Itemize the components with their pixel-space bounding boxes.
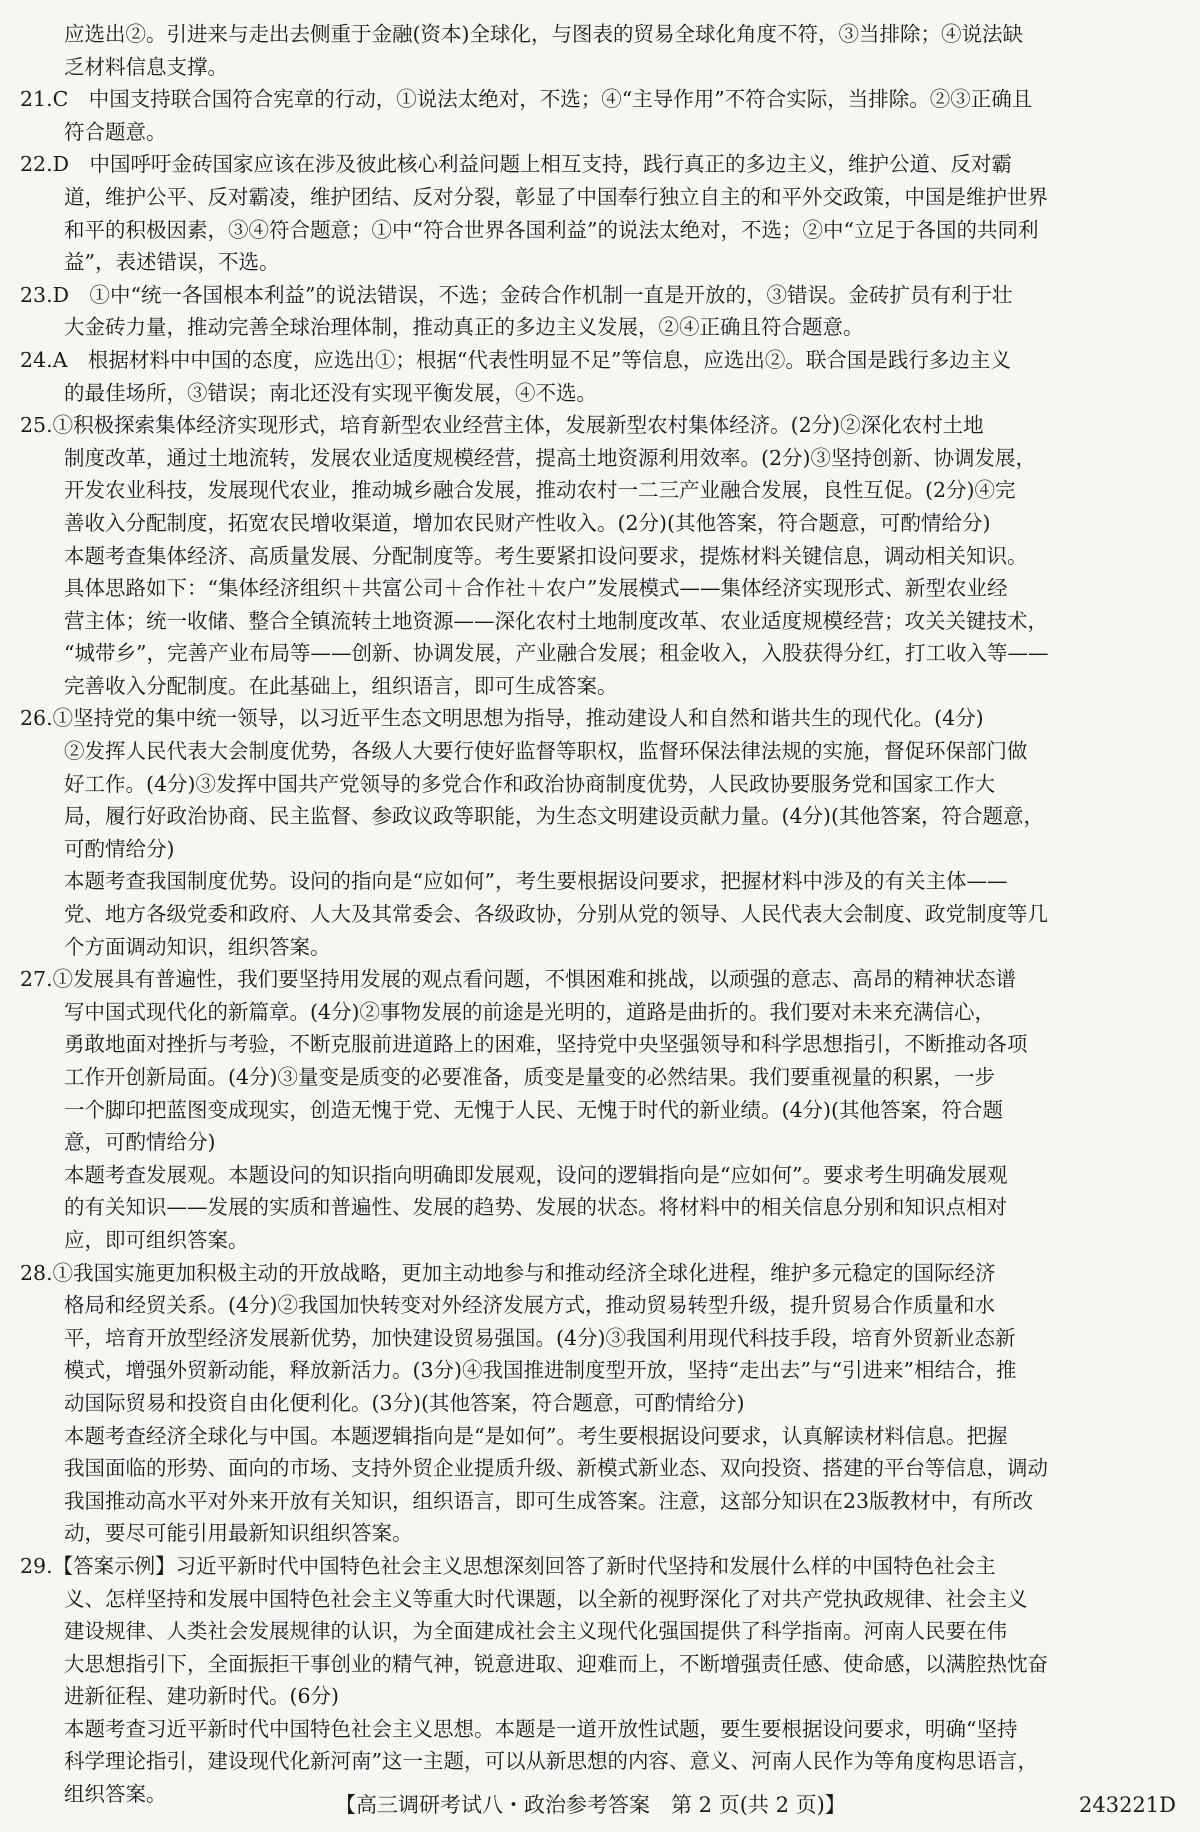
text-line: 的最佳场所，③错误；南北还没有实现平衡发展，④不选。 xyxy=(64,380,597,405)
text-line: 一个脚印把蓝图变成现实，创造无愧于党、无愧于人民、无愧于时代的新业绩。(4分)(其他答案，符合题 xyxy=(64,1097,1004,1122)
text-line: 营主体；统一收储、整合全镇流转土地资源——深化农村土地制度改革、农业适度规模经营；攻关关键技术， xyxy=(64,608,1048,633)
text-line: 本题考查我国制度优势。设问的指向是“应如何”，考生要根据设问要求，把握材料中涉及的有关主体—— xyxy=(64,869,1008,894)
text-line: 模式，增强外贸新动能，释放新活力。(3分)④我国推进制度型开放，坚持“走出去”与“引进来”相结合，推 xyxy=(64,1358,1017,1383)
text-line: 局，履行好政治协商、民主监督、参政议政等职能，为生态文明建设贡献力量。(4分)(其他答案，符合题意， xyxy=(64,804,1045,829)
answer-26-line: 26.①坚持党的集中统一领导，以习近平生态文明思想为指导，推动建设人和自然和谐共生的现代化。(4分) xyxy=(20,706,984,731)
text-line: 格局和经贸关系。(4分)②我国加快转变对外经济发展方式，推动贸易转型升级，提升贸易合作质量和水 xyxy=(64,1293,996,1318)
text-line: 本题考查习近平新时代中国特色社会主义思想。本题是一道开放性试题，要生要根据设问要求，明确“坚持 xyxy=(64,1716,1018,1741)
text-line: 我国推动高水平对外来开放有关知识，组织语言，即可生成答案。注意，这部分知识在23版教材中，有所改 xyxy=(64,1488,1034,1513)
text-line: 符合题意。 xyxy=(64,119,167,144)
text-line: 好工作。(4分)③发挥中国共产党领导的多党合作和政治协商制度优势，人民政协要服务党和国家工作大 xyxy=(64,771,996,796)
text-line: 制度改革，通过土地流转，发展农业适度规模经营，提高土地资源利用效率。(2分)③坚持创新、协调发展， xyxy=(64,445,1037,470)
text-line: 善收入分配制度，拓宽农民增收渠道，增加农民财产性收入。(2分)(其他答案，符合题意，可酌情给分) xyxy=(64,510,991,535)
text-line: ②发挥人民代表大会制度优势，各级人大要行使好监督等职权，监督环保法律法规的实施，督促环保部门做 xyxy=(64,739,1028,764)
text-line: 本题考查集体经济、高质量发展、分配制度等。考生要紧扣设问要求，提炼材料关键信息，调动相关知识。 xyxy=(64,543,1028,568)
text-line: 义、怎样坚持和发展中国特色社会主义等重大时代课题，以全新的视野深化了对共产党执政规律、社会主义 xyxy=(64,1586,1028,1611)
text-line: 开发农业科技，发展现代农业，推动城乡融合发展，推动农村一二三产业融合发展，良性互促。(2分)④完 xyxy=(64,478,1016,503)
text-line: 道，维护公平、反对霸凌，维护团结、反对分裂，彰显了中国奉行独立自主的和平外交政策，中国是维护世界 xyxy=(64,184,1048,209)
text-line: 平，培育开放型经济发展新优势，加快建设贸易强国。(4分)③我国利用现代科技手段，培育外贸新业态新 xyxy=(64,1325,1016,1350)
answer-28-line: 28.①我国实施更加积极主动的开放战略，更加主动地参与和推动经济全球化进程，维护多元稳定的国际经济 xyxy=(20,1260,996,1285)
text-line: 完善收入分配制度。在此基础上，组织语言，即可生成答案。 xyxy=(64,673,618,698)
text-line: 个方面调动知识，组织答案。 xyxy=(64,934,331,959)
text-line: 大金砖力量，推动完善全球治理体制，推动真正的多边主义发展，②④正确且符合题意。 xyxy=(64,315,864,340)
page-footer xyxy=(0,1788,1200,1822)
text-line: 本题考查经济全球化与中国。本题逻辑指向是“是如何”。考生要根据设问要求，认真解读材料信息。把握 xyxy=(64,1423,1008,1448)
answer-21-line: 21.C 中国支持联合国符合宪章的行动，①说法太绝对，不选；④“主导作用”不符合实际，当排除。②③正确且 xyxy=(20,87,1033,112)
text-line: 动，要尽可能引用最新知识组织答案。 xyxy=(64,1521,413,1546)
answer-text xyxy=(20,18,1180,1811)
text-line: 可酌情给分) xyxy=(64,836,175,861)
text-line: 组织答案。 xyxy=(64,1782,167,1807)
answer-25-line: 25.①积极探索集体经济实现形式，培育新型农业经营主体，发展新型农村集体经济。(2分)②深化农村土地 xyxy=(20,413,984,438)
text-line: 工作开创新局面。(4分)③量变是质变的必要准备，质变是量变的必然结果。我们要重视量的积累，一步 xyxy=(64,1065,996,1089)
document-code: 243221D xyxy=(1078,1793,1176,1817)
text-line: 我国面临的形势、面向的市场、支持外贸企业提质升级、新模式新业态、双向投资、搭建的平台等信息，调动 xyxy=(64,1456,1048,1481)
answer-27-line: 27.①发展具有普遍性，我们要坚持用发展的观点看问题，不惧困难和挑战，以顽强的意志、高昂的精神状态谱 xyxy=(20,967,1017,992)
text-line: 意，可酌情给分) xyxy=(64,1130,216,1155)
answer-22-line: 22.D 中国呼吁金砖国家应该在涉及彼此核心利益问题上相互支持，践行真正的多边主义，维护公道、反对霸 xyxy=(20,152,1013,177)
text-line: 的有关知识——发展的实质和普遍性、发展的趋势、发展的状态。将材料中的相关信息分别和知识点相对 xyxy=(64,1195,1007,1220)
answer-29-line: 29.【答案示例】习近平新时代中国特色社会主义思想深刻回答了新时代坚持和发展什么样的中国特色社会主 xyxy=(20,1553,996,1578)
text-line: “城带乡”，完善产业布局等——创新、协调发展，产业融合发展；租金收入，入股获得分红，打工收入等—— xyxy=(64,641,1049,666)
text-line: 勇敢地面对挫折与考验，不断克服前进道路上的困难，坚持党中央坚强领导和科学思想指引，不断推动各项 xyxy=(64,1032,1028,1057)
text-line: 乏材料信息支撑。 xyxy=(64,54,228,79)
text-line: 应选出②。引进来与走出去侧重于金融(资本)全球化，与图表的贸易全球化角度不符，③当排除；④说法缺 xyxy=(64,22,1023,46)
text-line: 建设规律、人类社会发展规律的认识，为全面建成社会主义现代化强国提供了科学指南。河南人民要在伟 xyxy=(64,1619,1007,1644)
footer-title: 【高三调研考试八・政治参考答案 第 2 页(共 2 页)】 xyxy=(335,1793,846,1817)
text-line: 科学理论指引，建设现代化新河南”这一主题，可以从新思想的内容、意义、河南人民作为等角度构思语言， xyxy=(64,1749,1038,1774)
text-line: 党、地方各级党委和政府、人大及其常委会、各级政协，分别从党的领导、人民代表大会制度、政党制度等几 xyxy=(64,902,1048,927)
answer-23-line: 23.D ①中“统一各国根本利益”的说法错误，不选；金砖合作机制一直是开放的，③错误。金砖扩员有利于壮 xyxy=(20,282,1013,307)
text-line: 和平的积极因素，③④符合题意；①中“符合世界各国利益”的说法太绝对，不选；②中“立足于各国的共同利 xyxy=(64,217,1039,242)
text-line: 进新征程、建功新时代。(6分) xyxy=(64,1684,340,1709)
text-line: 动国际贸易和投资自由化便利化。(3分)(其他答案，符合题意，可酌情给分) xyxy=(64,1390,745,1415)
text-line: 益”，表述错误，不选。 xyxy=(64,250,280,275)
text-line: 本题考查发展观。本题设问的知识指向明确即发展观，设问的逻辑指向是“应如何”。要求考生明确发展观 xyxy=(64,1162,1008,1187)
text-line: 具体思路如下：“集体经济组织＋共富公司＋合作社＋农户”发展模式——集体经济实现形式、新型农业经 xyxy=(64,576,1008,601)
text-line: 应，即可组织答案。 xyxy=(64,1227,249,1252)
answer-24-line: 24.A 根据材料中中国的态度，应选出①；根据“代表性明显不足”等信息，应选出②。联合国是践行多边主义 xyxy=(20,347,1011,372)
text-line: 大思想指引下，全面振拒干事创业的精气神，锐意进取、迎难而上，不断增强责任感、使命感，以满腔热忱奋 xyxy=(64,1651,1048,1676)
text-line: 写中国式现代化的新篇章。(4分)②事物发展的前途是光明的，道路是曲折的。我们要对未来充满信心， xyxy=(64,999,996,1024)
